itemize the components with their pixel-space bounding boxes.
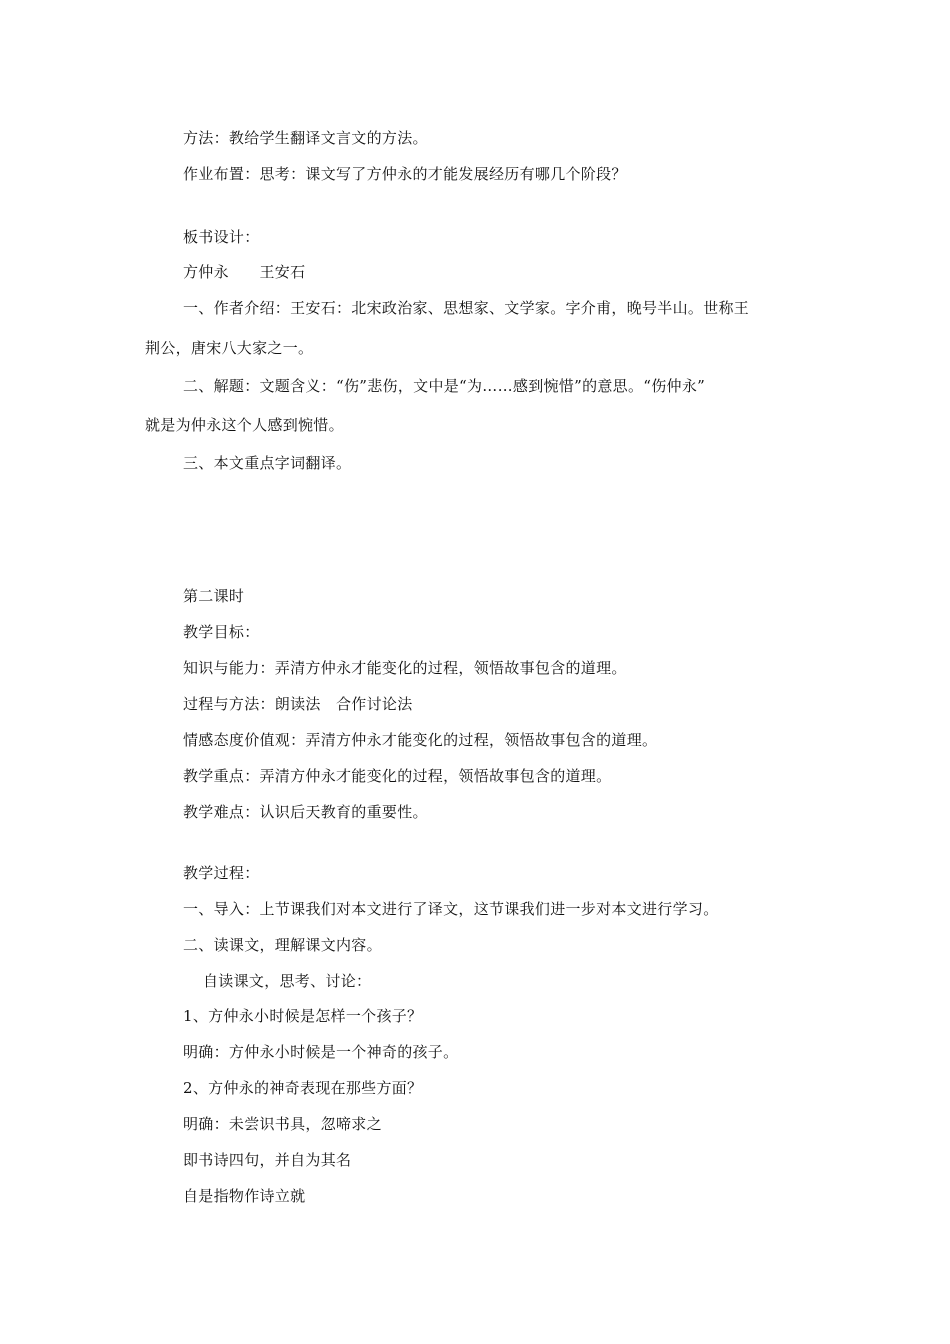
question-1: 1、方仲永小时候是怎样一个孩子？ [183, 1007, 423, 1025]
author-intro-line1: 一、作者介绍：王安石：北宋政治家、思想家、文学家。字介甫，晚号半山。世称王 [183, 299, 750, 317]
self-read-line: 自读课文，思考、讨论： [203, 972, 372, 990]
objectives-title: 教学目标： [183, 623, 260, 641]
answer-2-line1: 明确：未尝识书具，忽啼求之 [183, 1115, 382, 1133]
method-line: 方法：教给学生翻译文言文的方法。 [183, 129, 428, 147]
read-line: 二、读课文，理解课文内容。 [183, 936, 382, 954]
emotion-line: 情感态度价值观：弄清方仲永才能变化的过程，领悟故事包含的道理。 [183, 731, 658, 749]
board-design-title: 板书设计： [183, 228, 260, 246]
author-intro-line2: 荆公，唐宋八大家之一。 [145, 339, 314, 357]
lesson2-heading: 第二课时 [183, 587, 245, 605]
process-method-line: 过程与方法：朗读法 合作讨论法 [183, 695, 413, 713]
title-explain-line1: 二、解题：文题含义：“伤”悲伤，文中是“为……感到惋惜”的意思。“伤仲永” [183, 377, 706, 395]
difficulty-line: 教学难点：认识后天教育的重要性。 [183, 803, 428, 821]
board-heading: 方仲永 王安石 [183, 263, 306, 281]
answer-2-line2: 即书诗四句，并自为其名 [183, 1151, 352, 1169]
title-explain-line2: 就是为仲永这个人感到惋惜。 [145, 416, 344, 434]
question-2: 2、方仲永的神奇表现在那些方面？ [183, 1079, 423, 1097]
keywords-line: 三、本文重点字词翻译。 [183, 454, 352, 472]
knowledge-line: 知识与能力：弄清方仲永才能变化的过程，领悟故事包含的道理。 [183, 659, 627, 677]
process-title: 教学过程： [183, 864, 260, 882]
answer-1: 明确：方仲永小时候是一个神奇的孩子。 [183, 1043, 459, 1061]
answer-2-line3: 自是指物作诗立就 [183, 1187, 306, 1205]
homework-line: 作业布置：思考：课文写了方仲永的才能发展经历有哪几个阶段？ [183, 165, 627, 183]
intro-line: 一、导入：上节课我们对本文进行了译文，这节课我们进一步对本文进行学习。 [183, 900, 719, 918]
key-point-line: 教学重点：弄清方仲永才能变化的过程，领悟故事包含的道理。 [183, 767, 612, 785]
